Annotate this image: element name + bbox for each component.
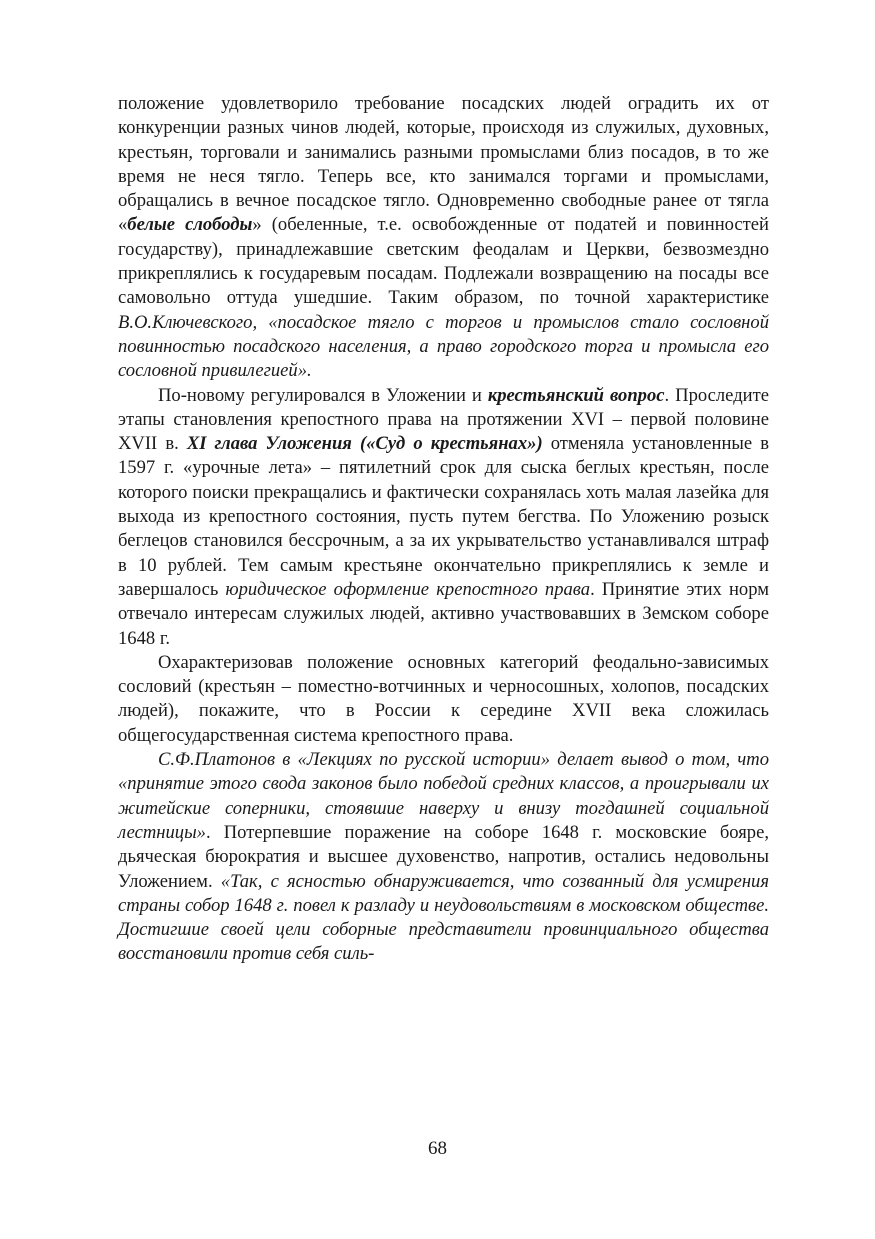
bold-italic-term: белые слободы — [127, 214, 253, 236]
paragraph-1 — [118, 92, 769, 384]
text-run: положение удовлетворило требование посадских людей оградить их от конкуренции разных чинов людей, которые, происходя из служилых, духовных, крестьян, торговали и занимались разными промыслами близ посадов, в то же время не неся тягло. Теперь все, кто занимался торгами и промыслами, обращались в вечное посадское тягло. Одновременно свободные ранее от тягла « — [118, 93, 769, 236]
italic-quote: В.О.Ключевского, «посадское тягло с торгов и промыслов стало сословной повинностью посадского населения, а право городского торга и промысла его сословной привилегией». — [118, 311, 769, 382]
italic-quote: «Так, с ясностью обнаруживается, что созванный для усмирения страны собор 1648 г. повел к разладу и неудовольствиям в московском обществе. Достигшие своей цели соборные представители провинциального общества восстановили против себя силь- — [118, 870, 769, 965]
italic-phrase: юридическое оформление крепостного права — [225, 578, 591, 600]
text-run: . Проследите этапы становления крепостного права на протяжении XVI – первой половине XVII в. — [118, 384, 769, 455]
text-run: . Потерпевшие поражение на соборе 1648 г. московские бояре, дьяческая бюрократия и высшее духовенство, напротив, остались недовольны Уложением. — [118, 821, 769, 892]
document-body — [118, 92, 769, 967]
italic-quote: С.Ф.Платонов в «Лекциях по русской истории» делает вывод о том, что «принятие этого свода законов было победой средних классов, а проигрывали их житейские соперники, стоявшие наверху и внизу тогдашней социальной лестницы» — [118, 749, 769, 843]
paragraph-4 — [118, 748, 769, 967]
bold-italic-term: крестьянский вопрос — [487, 384, 665, 406]
paragraph-3 — [118, 651, 769, 748]
paragraph-2 — [118, 384, 769, 651]
bold-italic-term: XI глава Уложения («Суд о крестьянах») — [186, 433, 543, 455]
text-run: По-новому регулировался в Уложении и — [158, 384, 488, 406]
text-run: отменяла установленные в 1597 г. «урочные лета» – пятилетний срок для сыска беглых крестьян, после которого поиски прекращались и фактически сохранялась хоть малая лазейка для выхода из крепостного состояния, пусть путем бегства. По Уложению розыск беглецов становился бессрочным, а за их укрывательство устанавливался штраф в 10 рублей. Тем самым крестьяне окончательно прикреплялись к земле и завершалось — [118, 433, 770, 600]
text-run: Охарактеризовав положение основных категорий феодально-зависимых сословий (крестьян – поместно-вотчинных и черносошных, холопов, посадских людей), покажите, что в России к середине XVII века сложилась общегосударственная система крепостного права. — [118, 651, 769, 746]
text-run: » (обеленные, т.е. освобожденные от податей и повинностей государству), принадлежавшие светским феодалам и Церкви, безвозмездно прикреплялись к государевым посадам. Подлежали возвращению на посады все самовольно оттуда ушедшие. Таким образом, по точной характеристике — [118, 214, 769, 309]
text-run: . Принятие этих норм отвечало интересам служилых людей, активно участвовавших в Земском соборе 1648 г. — [118, 578, 769, 649]
page-number: 68 — [428, 1138, 447, 1159]
